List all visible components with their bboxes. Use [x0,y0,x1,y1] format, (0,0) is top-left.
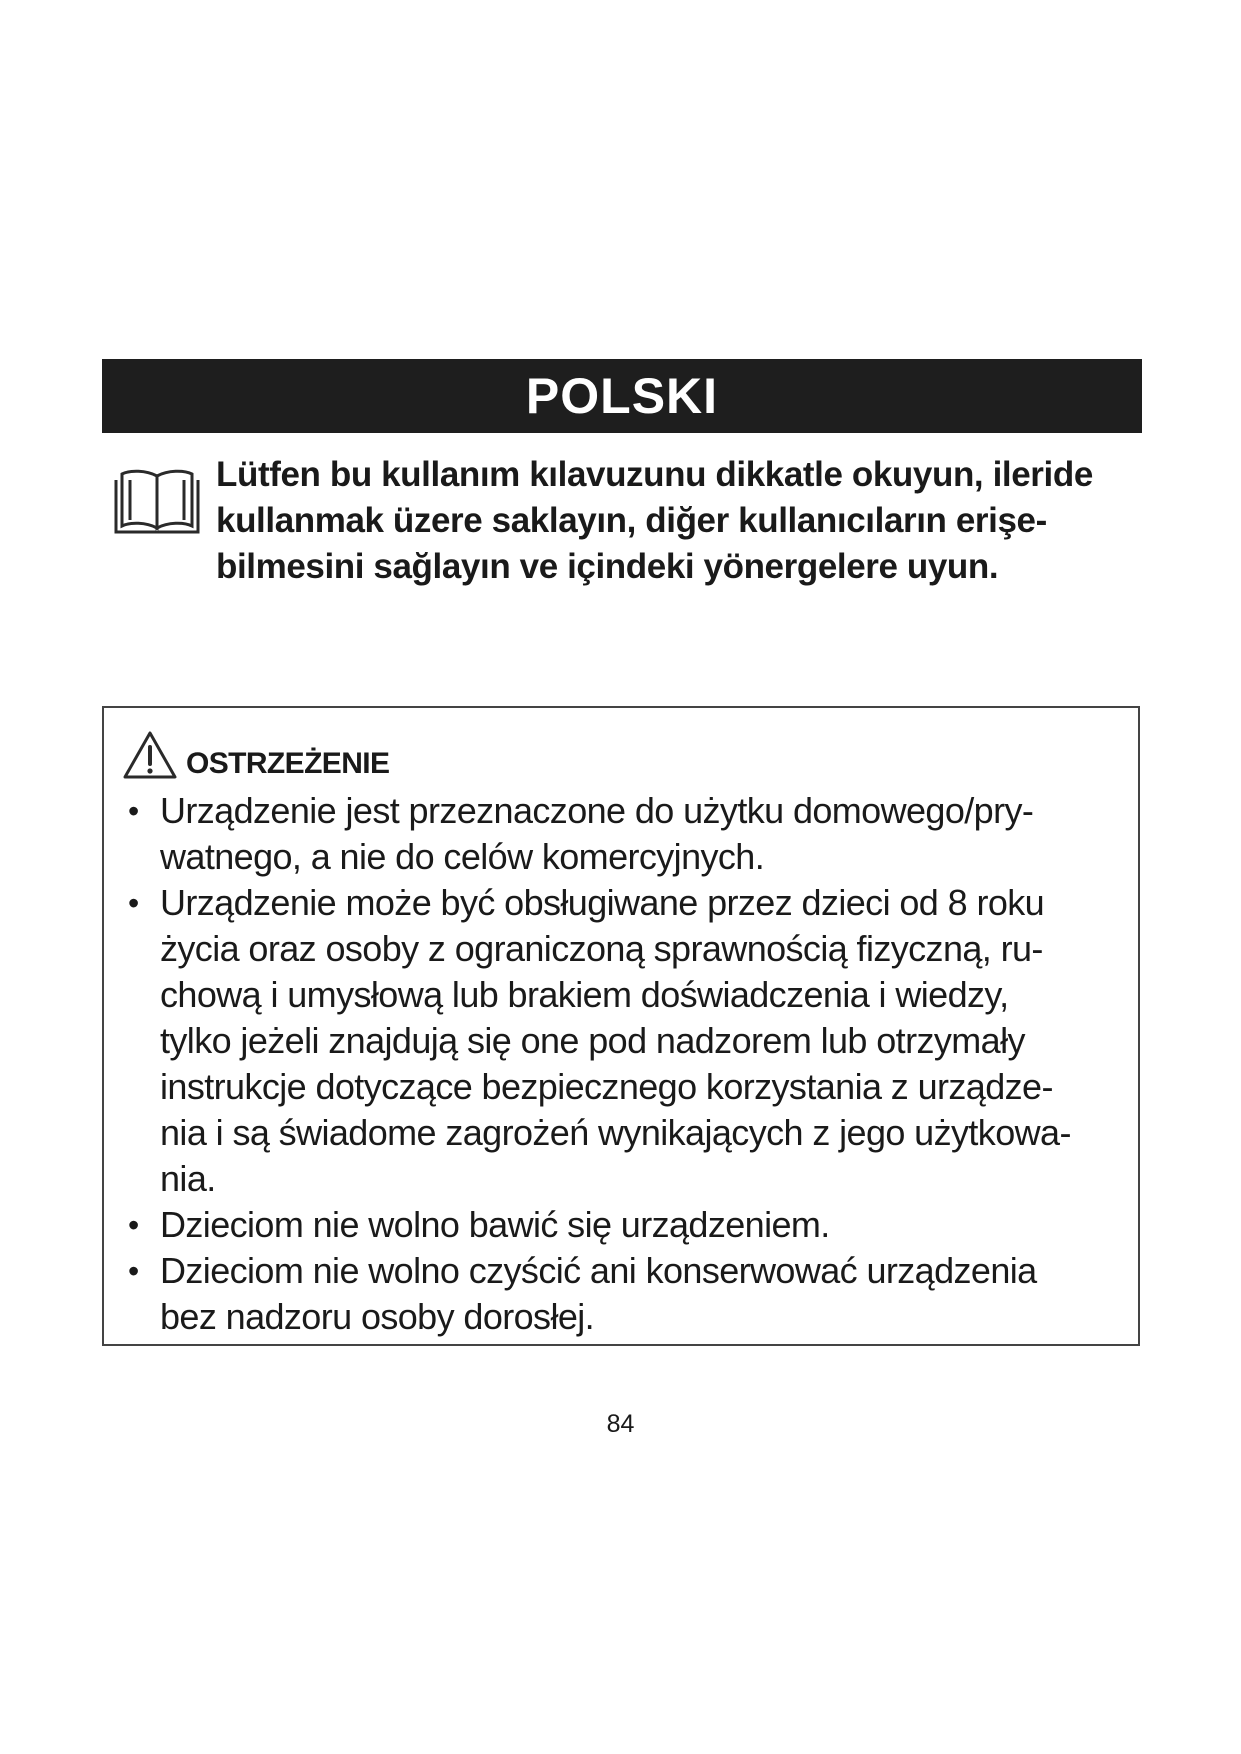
bullet-icon: • [128,1253,139,1289]
notice-line: kullanmak üzere saklayın, diğer kullanıcıların erişe- [216,501,1047,540]
language-title: POLSKI [525,368,719,424]
language-header [102,359,1142,433]
list-item [122,1202,1127,1248]
bullet-icon: • [128,885,139,921]
warning-title: OSTRZEŻENIE [186,747,390,780]
item-line: nia. [160,1158,216,1199]
notice-line: Lütfen bu kullanım kılavuzunu dikkatle okuyun, ileride [216,455,1093,494]
item-line: chową i umysłową lub brakiem doświadczenia i wiedzy, [160,974,1009,1015]
item-line: Urządzenie jest przeznaczone do użytku domowego/pry- [160,790,1034,831]
list-item [122,880,1127,1202]
item-line: Dzieciom nie wolno czyścić ani konserwować urządzenia [160,1250,1037,1291]
warning-box [102,706,1140,1346]
warning-list [122,788,1127,1340]
item-line: nia i są świadome zagrożeń wynikających z jego użytkowa- [160,1112,1071,1153]
item-line: bez nadzoru osoby dorosłej. [160,1296,595,1337]
item-line: Dzieciom nie wolno bawić się urządzeniem. [160,1204,830,1245]
item-line: tylko jeżeli znajdują się one pod nadzorem lub otrzymały [160,1020,1025,1061]
list-item [122,788,1127,880]
page-number: 84 [606,1410,635,1438]
item-line: instrukcje dotyczące bezpiecznego korzystania z urządze- [160,1066,1053,1107]
item-line: Urządzenie może być obsługiwane przez dzieci od 8 roku [160,882,1045,923]
list-item [122,1248,1127,1340]
book-icon [112,462,202,538]
item-line: watnego, a nie do celów komercyjnych. [160,836,765,877]
notice-text [216,452,1151,590]
warning-header [122,728,389,780]
warning-triangle-icon [122,730,178,780]
bullet-icon: • [128,793,139,829]
notice-line: bilmesini sağlayın ve içindeki yönergelere uyun. [216,547,999,586]
bullet-icon: • [128,1207,139,1243]
item-line: życia oraz osoby z ograniczoną sprawnością fizyczną, ru- [160,928,1043,969]
